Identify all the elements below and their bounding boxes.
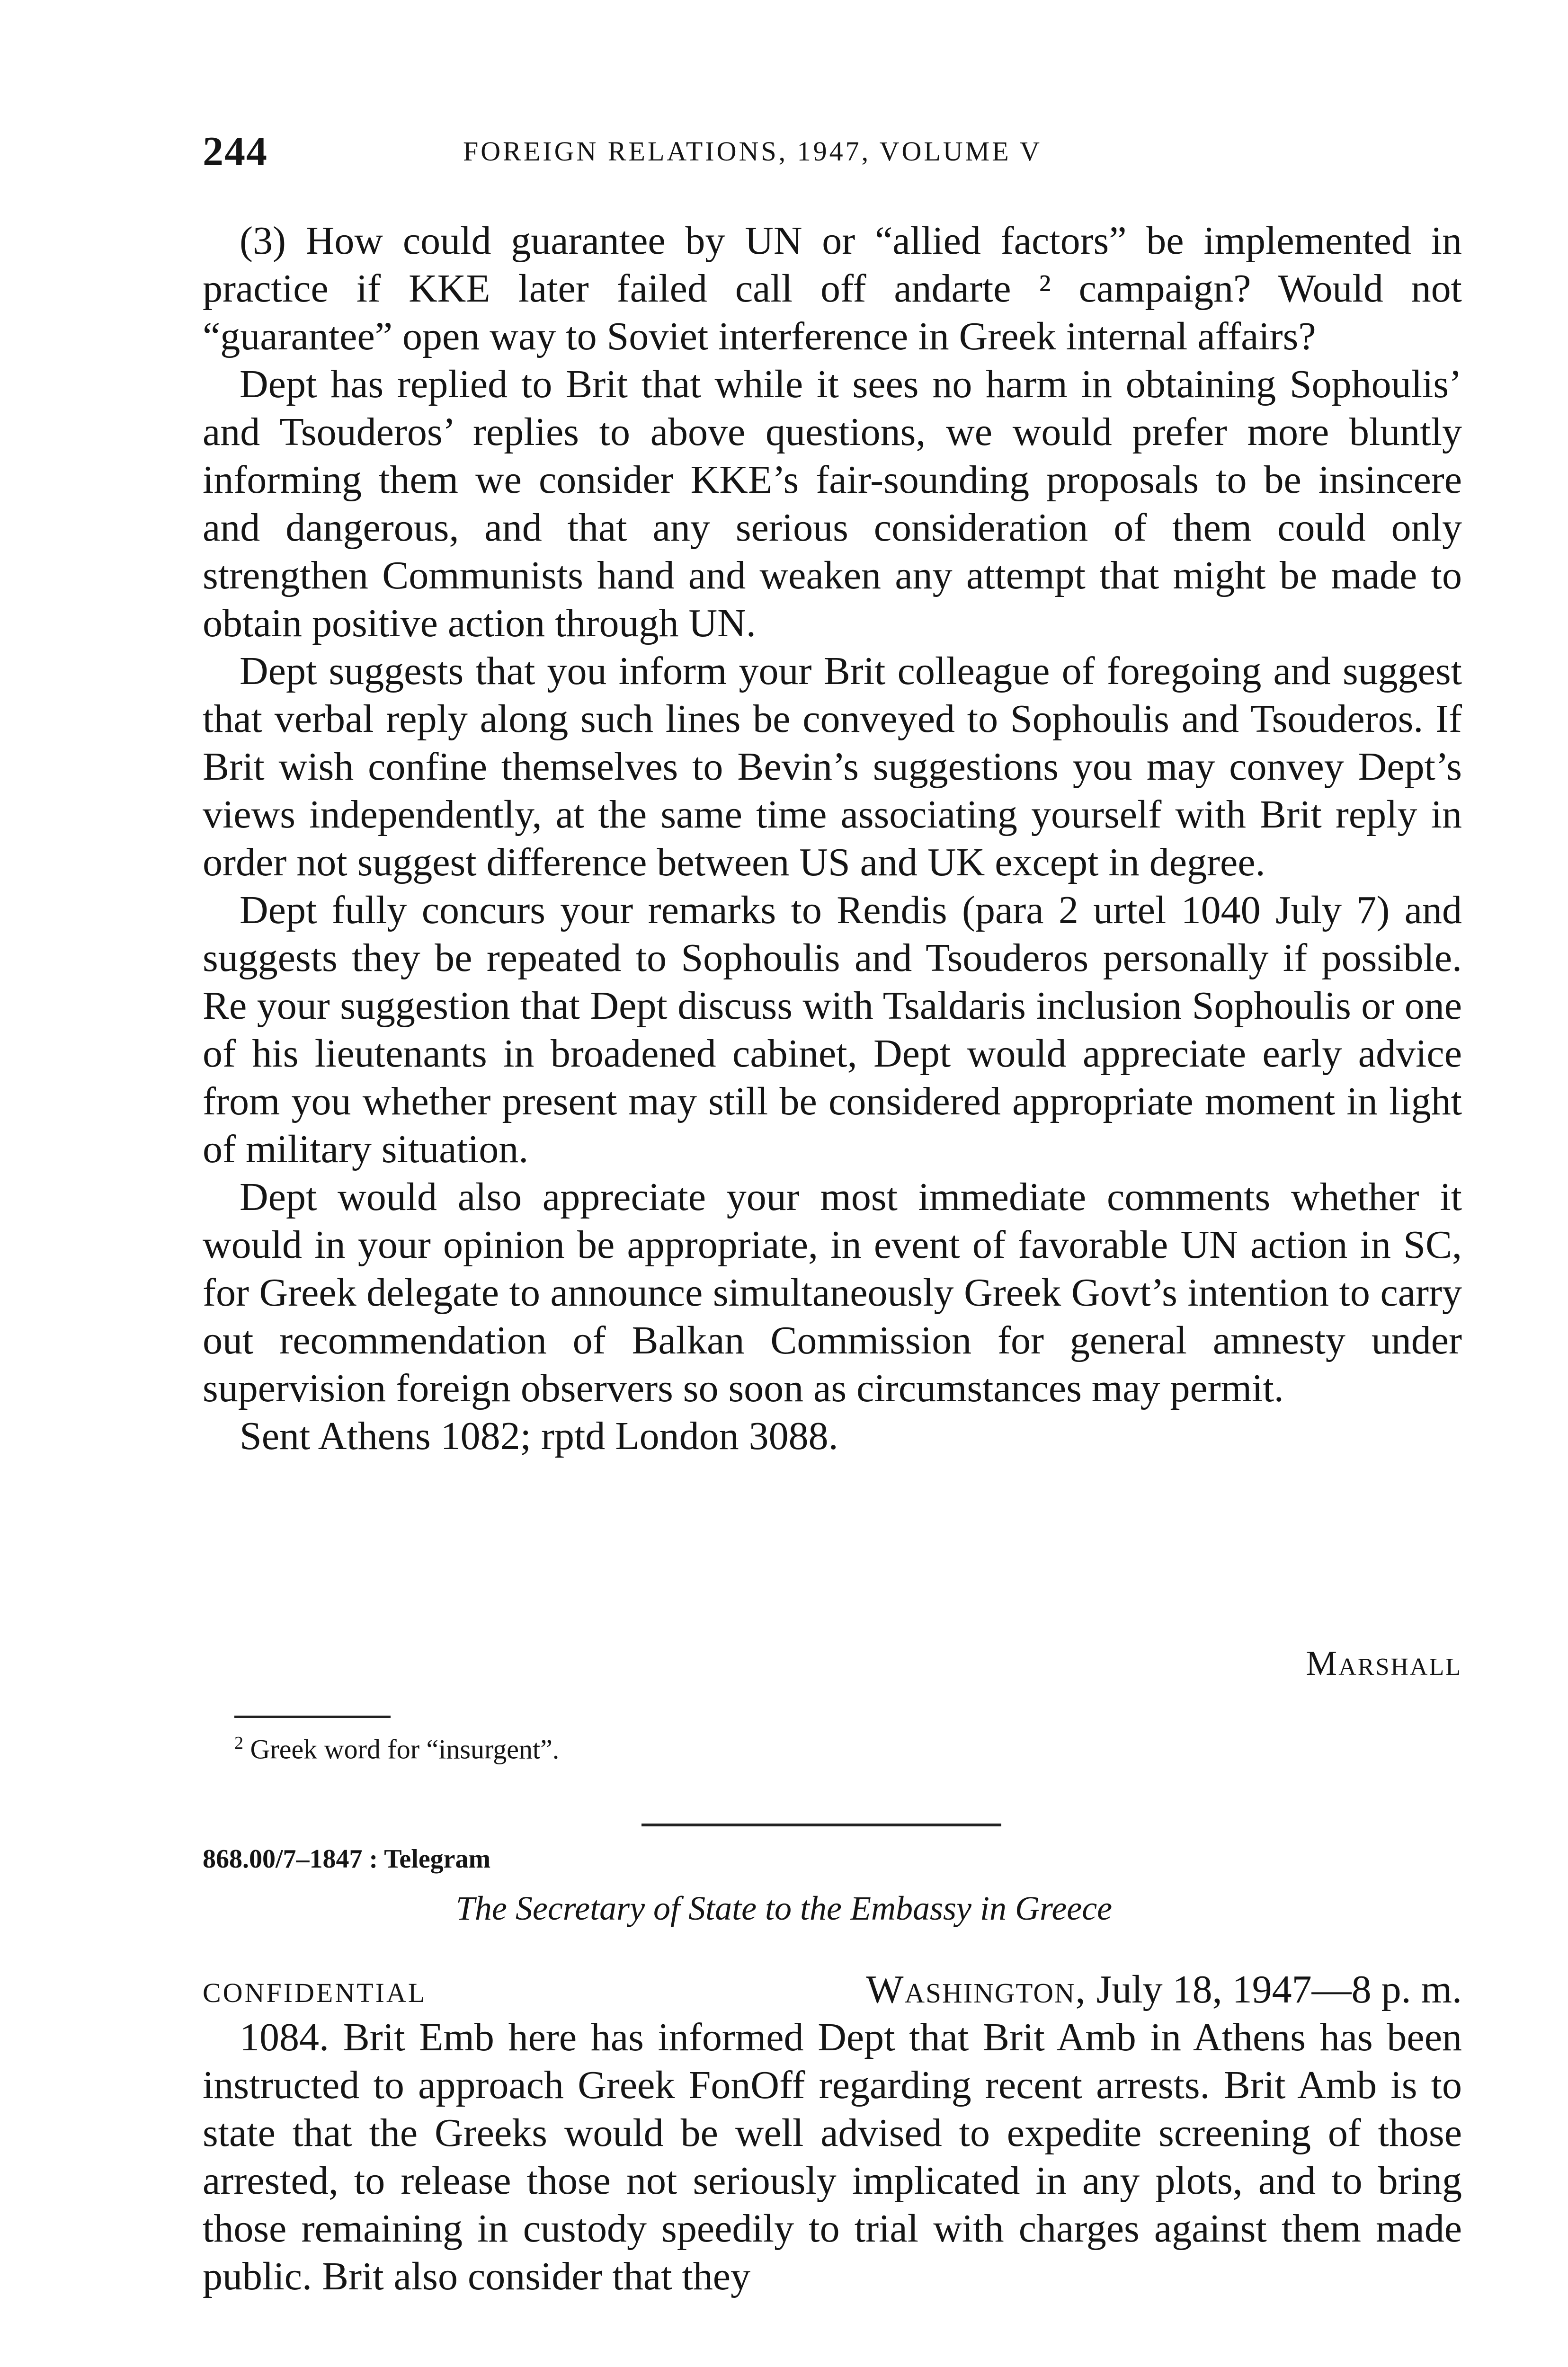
footnote-marker: 2	[234, 1733, 243, 1753]
paragraph: Dept suggests that you inform your Brit colleague of foregoing and suggest that verbal reply along such lines be conveyed to Sophoulis and Tsouderos. If Brit wish confine themselves to Bevin’s suggestions you may convey Dept’s views independently, at the same time associating yourself with Brit reply in order not suggest difference between US and UK except in degree.	[203, 649, 1462, 884]
paragraph: Dept has replied to Brit that while it sees no harm in obtaining Sophoulis’ and Tsouderos’ replies to above questions, we would prefer more bluntly informing them we consider KKE’s fair-sounding proposals to be insincere and dangerous, and that any serious consideration of them could only strengthen Communists hand and weaken any attempt that might be made to obtain positive action through UN.	[203, 362, 1462, 645]
paragraph: Sent Athens 1082; rptd London 3088.	[240, 1414, 838, 1458]
signature: Marshall	[1306, 1644, 1462, 1683]
dateline	[866, 1967, 1462, 2012]
page-number: 244	[203, 129, 268, 175]
section-divider	[641, 1824, 1001, 1826]
telegram-2-body	[203, 2013, 1462, 2300]
telegram-1-body	[203, 217, 1462, 1460]
footnote-text: Greek word for “insurgent”.	[250, 1734, 560, 1765]
dateline-place: Washington,	[866, 1967, 1087, 2011]
paragraph: Dept would also appreciate your most immediate comments whether it would in your opinion be appropriate, in event of favorable UN action in SC, for Greek delegate to announce simultaneously Greek Govt’s intention to carry out recommendation of Balkan Commission for general amnesty under supervision foreign observers so soon as circumstances may permit.	[203, 1175, 1462, 1410]
file-reference: 868.00/7–1847 : Telegram	[203, 1844, 491, 1874]
paragraph: (3) How could guarantee by UN or “allied factors” be implemented in practice if KKE later failed call off andarte ² campaign? Would not “guarantee” open way to Soviet interference in Greek internal affairs?	[203, 219, 1462, 358]
footnote-rule	[234, 1716, 391, 1718]
classification: CONFIDENTIAL	[203, 1977, 427, 2008]
paragraph: Dept fully concurs your remarks to Rendis (para 2 urtel 1040 July 7) and suggests they be repeated to Sophoulis and Tsouderos personally if possible. Re your suggestion that Dept discuss with Tsaldaris inclusion Sophoulis or one of his lieutenants in broadened cabinet, Dept would appreciate early advice from you whether present may still be considered appropriate moment in light of military situation.	[203, 888, 1462, 1171]
page-header	[203, 128, 1462, 180]
running-head: FOREIGN RELATIONS, 1947, VOLUME V	[463, 136, 1042, 167]
paragraph: 1084. Brit Emb here has informed Dept that Brit Amb in Athens has been instructed to approach Greek FonOff regarding recent arrests. Brit Amb is to state that the Greeks would be well advised to expedite screening of those arrested, to release those not seriously implicated in any plots, and to bring those remaining in custody speedily to trial with charges against them made public. Brit also consider that they	[203, 2015, 1462, 2298]
footnote	[234, 1733, 559, 1765]
dateline-date: July 18, 1947—8 p. m.	[1096, 1967, 1462, 2011]
document-title: The Secretary of State to the Embassy in Greece	[455, 1889, 1113, 1927]
